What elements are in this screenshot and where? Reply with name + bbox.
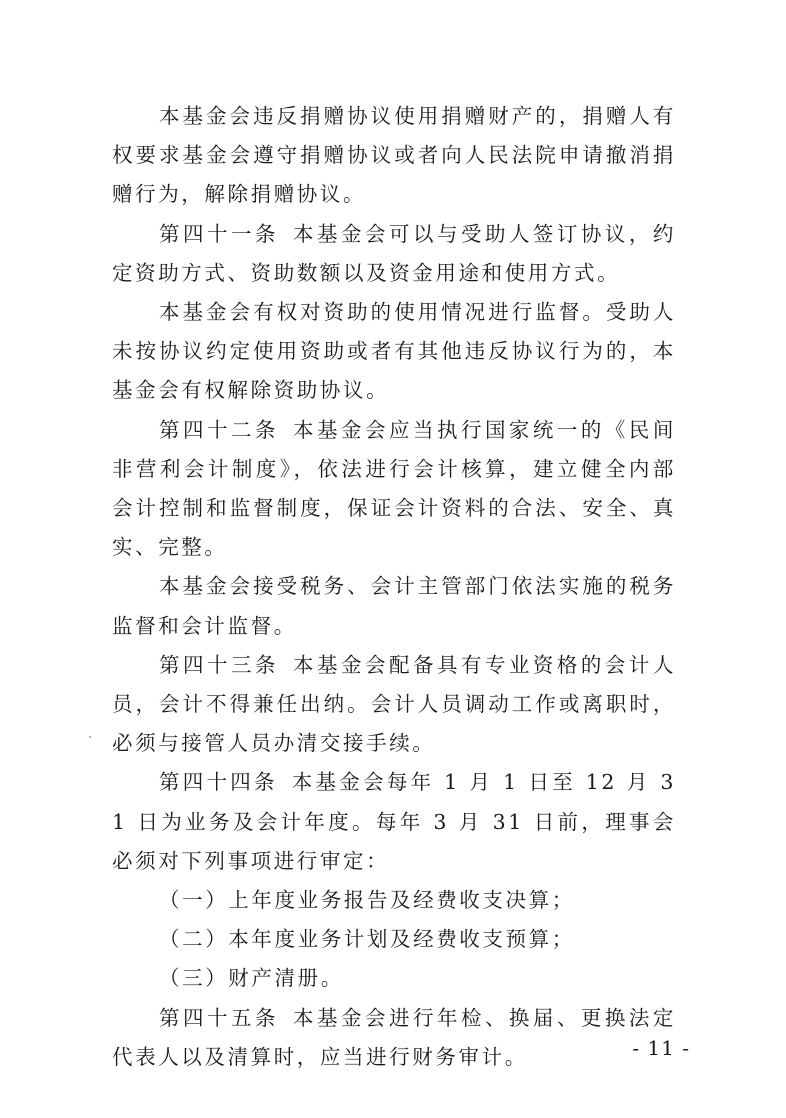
- paragraph: [112, 567, 676, 645]
- paragraph-text: 本基金会违反捐赠协议使用捐赠财产的，捐赠人有权要求基金会遵守捐赠协议或者向人民法院申请撤消捐赠行为，解除捐赠协议。: [112, 104, 676, 207]
- article-number: 第四十四条: [159, 770, 278, 795]
- paragraph: [112, 763, 676, 881]
- paragraph: [112, 215, 676, 293]
- paragraph: [112, 999, 676, 1077]
- article-number: 第四十三条: [159, 652, 279, 677]
- paragraph: [112, 293, 676, 411]
- list-item: [112, 959, 676, 998]
- paragraph-text: 本基金会接受税务、会计主管部门依法实施的税务监督和会计监督。: [112, 574, 676, 638]
- paragraph-text: 本基金会应当执行国家统一的《民间非营利会计制度》，依法进行会计核算，建立健全内部会计控制和监督制度，保证会计资料的合法、安全、真实、完整。: [112, 417, 677, 560]
- paragraph: [112, 646, 676, 764]
- paragraph: [112, 97, 676, 215]
- paragraph-text: 本基金会有权对资助的使用情况进行监督。受助人未按协议约定使用资助或者有其他违反协议行为的，本基金会有权解除资助协议。: [112, 300, 676, 403]
- paragraph-text: （三）财产清册。: [159, 966, 344, 991]
- scan-speck: [89, 736, 91, 738]
- page-number: - 11 -: [632, 1036, 690, 1060]
- list-item: [112, 881, 676, 920]
- article-number: 第四十一条: [159, 221, 279, 246]
- paragraph-text: 本基金会配备具有专业资格的会计人员，会计不得兼任出纳。会计人员调动工作或离职时，必须与接管人员办清交接手续。: [112, 652, 677, 756]
- list-item: [112, 920, 676, 959]
- article-number: 第四十五条: [159, 1005, 279, 1030]
- paragraph-text: 本基金会进行年检、换届、更换法定代表人以及清算时，应当进行财务审计。: [112, 1005, 677, 1069]
- body-text: [112, 97, 676, 1077]
- paragraph-text: （一）上年度业务报告及经费收支决算；: [159, 888, 575, 913]
- article-number: 第四十二条: [159, 417, 279, 442]
- paragraph: [112, 411, 676, 568]
- paragraph-text: 本基金会可以与受助人签订协议，约定资助方式、资助数额以及资金用途和使用方式。: [112, 221, 677, 285]
- paragraph-text: （二）本年度业务计划及经费收支预算；: [159, 927, 575, 952]
- paragraph-text: 本基金会每年 1 月 1 日至 12 月 31 日为业务及会计年度。每年 3 月 31 日前，理事会必须对下列事项进行审定：: [112, 770, 677, 873]
